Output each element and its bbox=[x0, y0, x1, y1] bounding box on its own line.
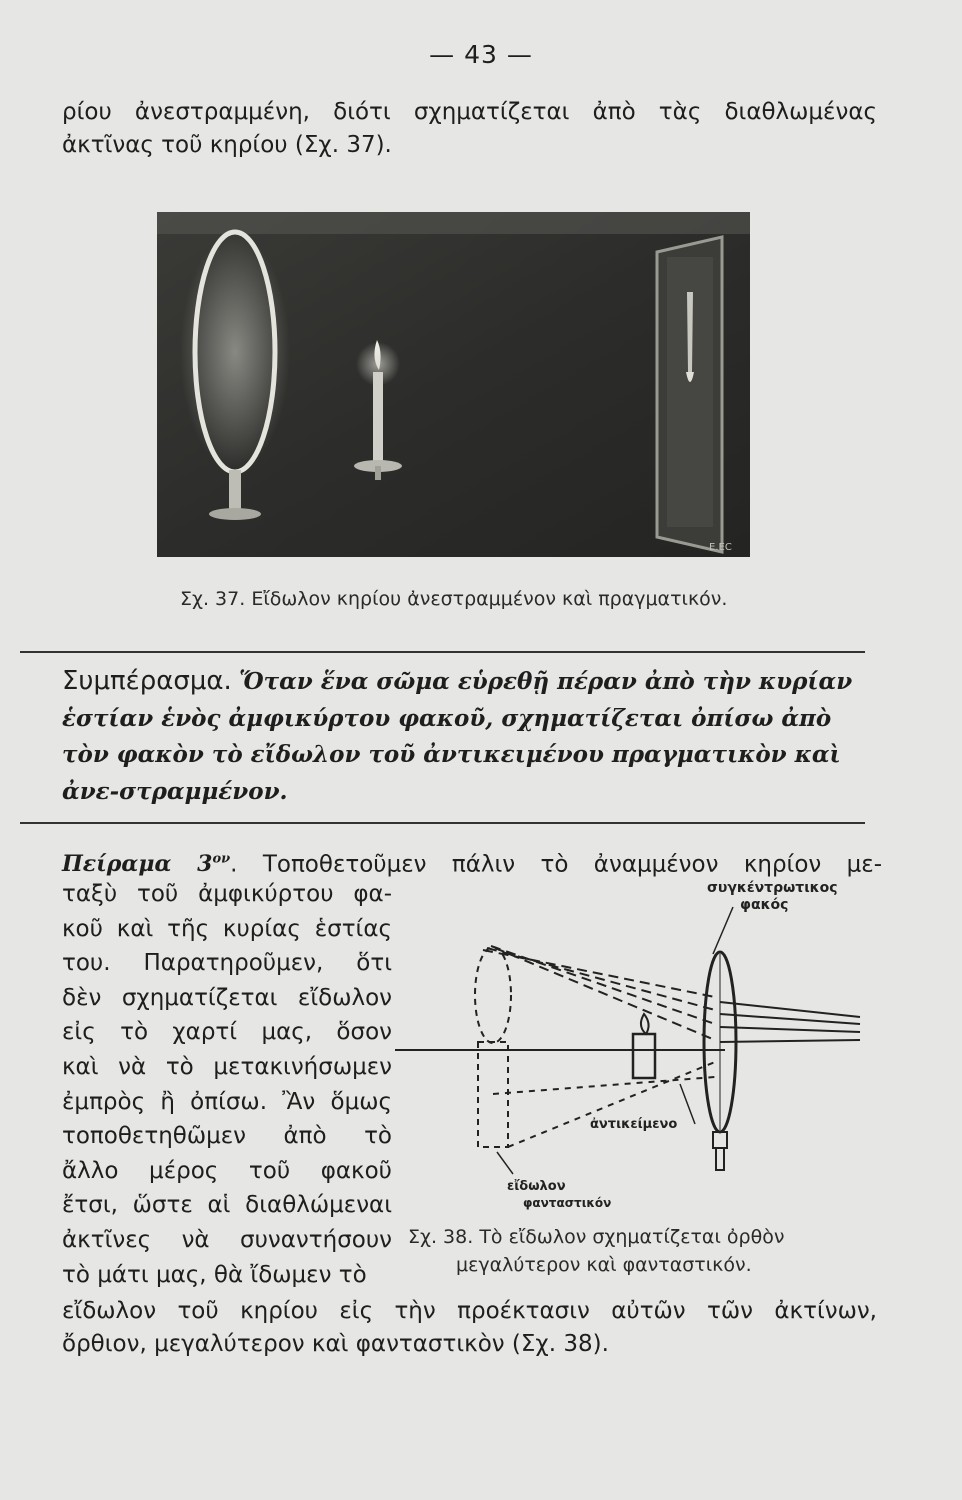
closing-paragraph bbox=[62, 1295, 877, 1361]
label-lens-1: συγκέντρωτικος bbox=[707, 880, 838, 896]
object-flame bbox=[641, 1014, 649, 1034]
label-lens-2: φακός bbox=[740, 897, 789, 913]
text-line: δὲν σχηματίζεται εἴδωλον bbox=[62, 984, 392, 1011]
divider-top bbox=[20, 651, 865, 653]
text-line: ἄλλο μέρος τοῦ φακοῦ bbox=[62, 1157, 392, 1184]
figure-37-caption: Σχ. 37. Εἴδωλον κηρίου ἀνεστραμμένον καὶ πραγματικόν. bbox=[180, 588, 728, 610]
lens-stand bbox=[229, 470, 241, 510]
label-image-1: εἴδωλον bbox=[507, 1179, 566, 1194]
figure-38-caption-line2: μεγαλύτερον καὶ φανταστικόν. bbox=[456, 1254, 752, 1276]
text-line: του. Παρατηροῦμεν, ὅτι bbox=[62, 950, 392, 977]
text-line: εἴδωλον τοῦ κηρίου εἰς τὴν προέκτασιν αὐτῶν τῶν ἀκτίνων, bbox=[62, 1298, 877, 1324]
virtual-candle bbox=[478, 1042, 508, 1147]
text-line: εἰς τὸ χαρτί μας, ὅσον bbox=[62, 1019, 392, 1046]
inverted-image bbox=[687, 292, 693, 372]
virtual-flame bbox=[475, 947, 511, 1043]
conclusion-heading: Συμπέρασμα. bbox=[62, 666, 232, 696]
label-image-2: φανταστικόν bbox=[523, 1196, 612, 1210]
divider-bottom bbox=[20, 822, 865, 824]
figure-38-caption-line1: Σχ. 38. Τὸ εἴδωλον σχηματίζεται ὀρθὸν bbox=[408, 1226, 785, 1248]
lens-holder bbox=[713, 1132, 727, 1148]
experiment-first-text: . Τοποθετοῦμεν πάλιν τὸ ἀναμμένον κηρίον με- bbox=[230, 851, 882, 878]
intro-paragraph: ρίου ἀνεστραμμένη, διότι σχηματίζεται ἀπὸ τὰς διαθλωμένας ἀκτῖνας τοῦ κηρίου (Σχ. 37). bbox=[62, 99, 877, 158]
candle-lens-photo bbox=[157, 212, 750, 557]
candle bbox=[373, 372, 383, 464]
text-line: ἐμπρὸς ἢ ὀπίσω. Ἂν ὅμως bbox=[62, 1088, 392, 1115]
figure-38-caption bbox=[408, 1223, 878, 1279]
experiment-heading: Πείραμα $3^{o\nu}$ bbox=[62, 851, 231, 878]
text-line: τοποθετηθῶμεν ἀπὸ τὸ bbox=[62, 1123, 392, 1150]
object-candle bbox=[633, 1034, 655, 1078]
text-line: καὶ νὰ τὸ μετακινήσωμεν bbox=[62, 1053, 392, 1080]
text-line: ταξὺ τοῦ ἀμφικύρτου φα- bbox=[62, 881, 392, 907]
text-line: τὸ μάτι μας, θὰ ἴδωμεν τὸ bbox=[62, 1261, 367, 1288]
virtual-image-diagram bbox=[395, 862, 885, 1222]
experiment-column bbox=[62, 877, 392, 1292]
figure-38-diagram bbox=[395, 862, 885, 1222]
conclusion-block bbox=[62, 664, 877, 810]
text-line: ἀκτῖνες νὰ συναντήσουν bbox=[62, 1226, 392, 1253]
label-object: ἀντικείμενο bbox=[590, 1117, 678, 1132]
photo-corner-mark: E.EC bbox=[709, 542, 732, 553]
figure-37-photo bbox=[157, 212, 750, 557]
page-number: — 43 — bbox=[429, 40, 533, 69]
text-line: ὄρθιον, μεγαλύτερον καὶ φανταστικὸν (Σχ. 38). bbox=[62, 1331, 609, 1357]
text-line: ἔτσι, ὥστε αἱ διαθλώμεναι bbox=[62, 1192, 392, 1219]
conclusion-text: Ὅταν ἕνα σῶμα εὑρεθῇ πέραν ἀπὸ τὴν κυρίαν ἑστίαν ἑνὸς ἀμφικύρτου φακοῦ, σχηματίζεται ὀπίσω ἀπὸ τὸν φακὸν τὸ εἴδωλον τοῦ ἀντικειμένου πραγματικὸν καὶ ἀνε-στραμμένον. bbox=[62, 668, 853, 805]
text-line: κοῦ καὶ τῆς κυρίας ἑστίας bbox=[62, 915, 392, 942]
